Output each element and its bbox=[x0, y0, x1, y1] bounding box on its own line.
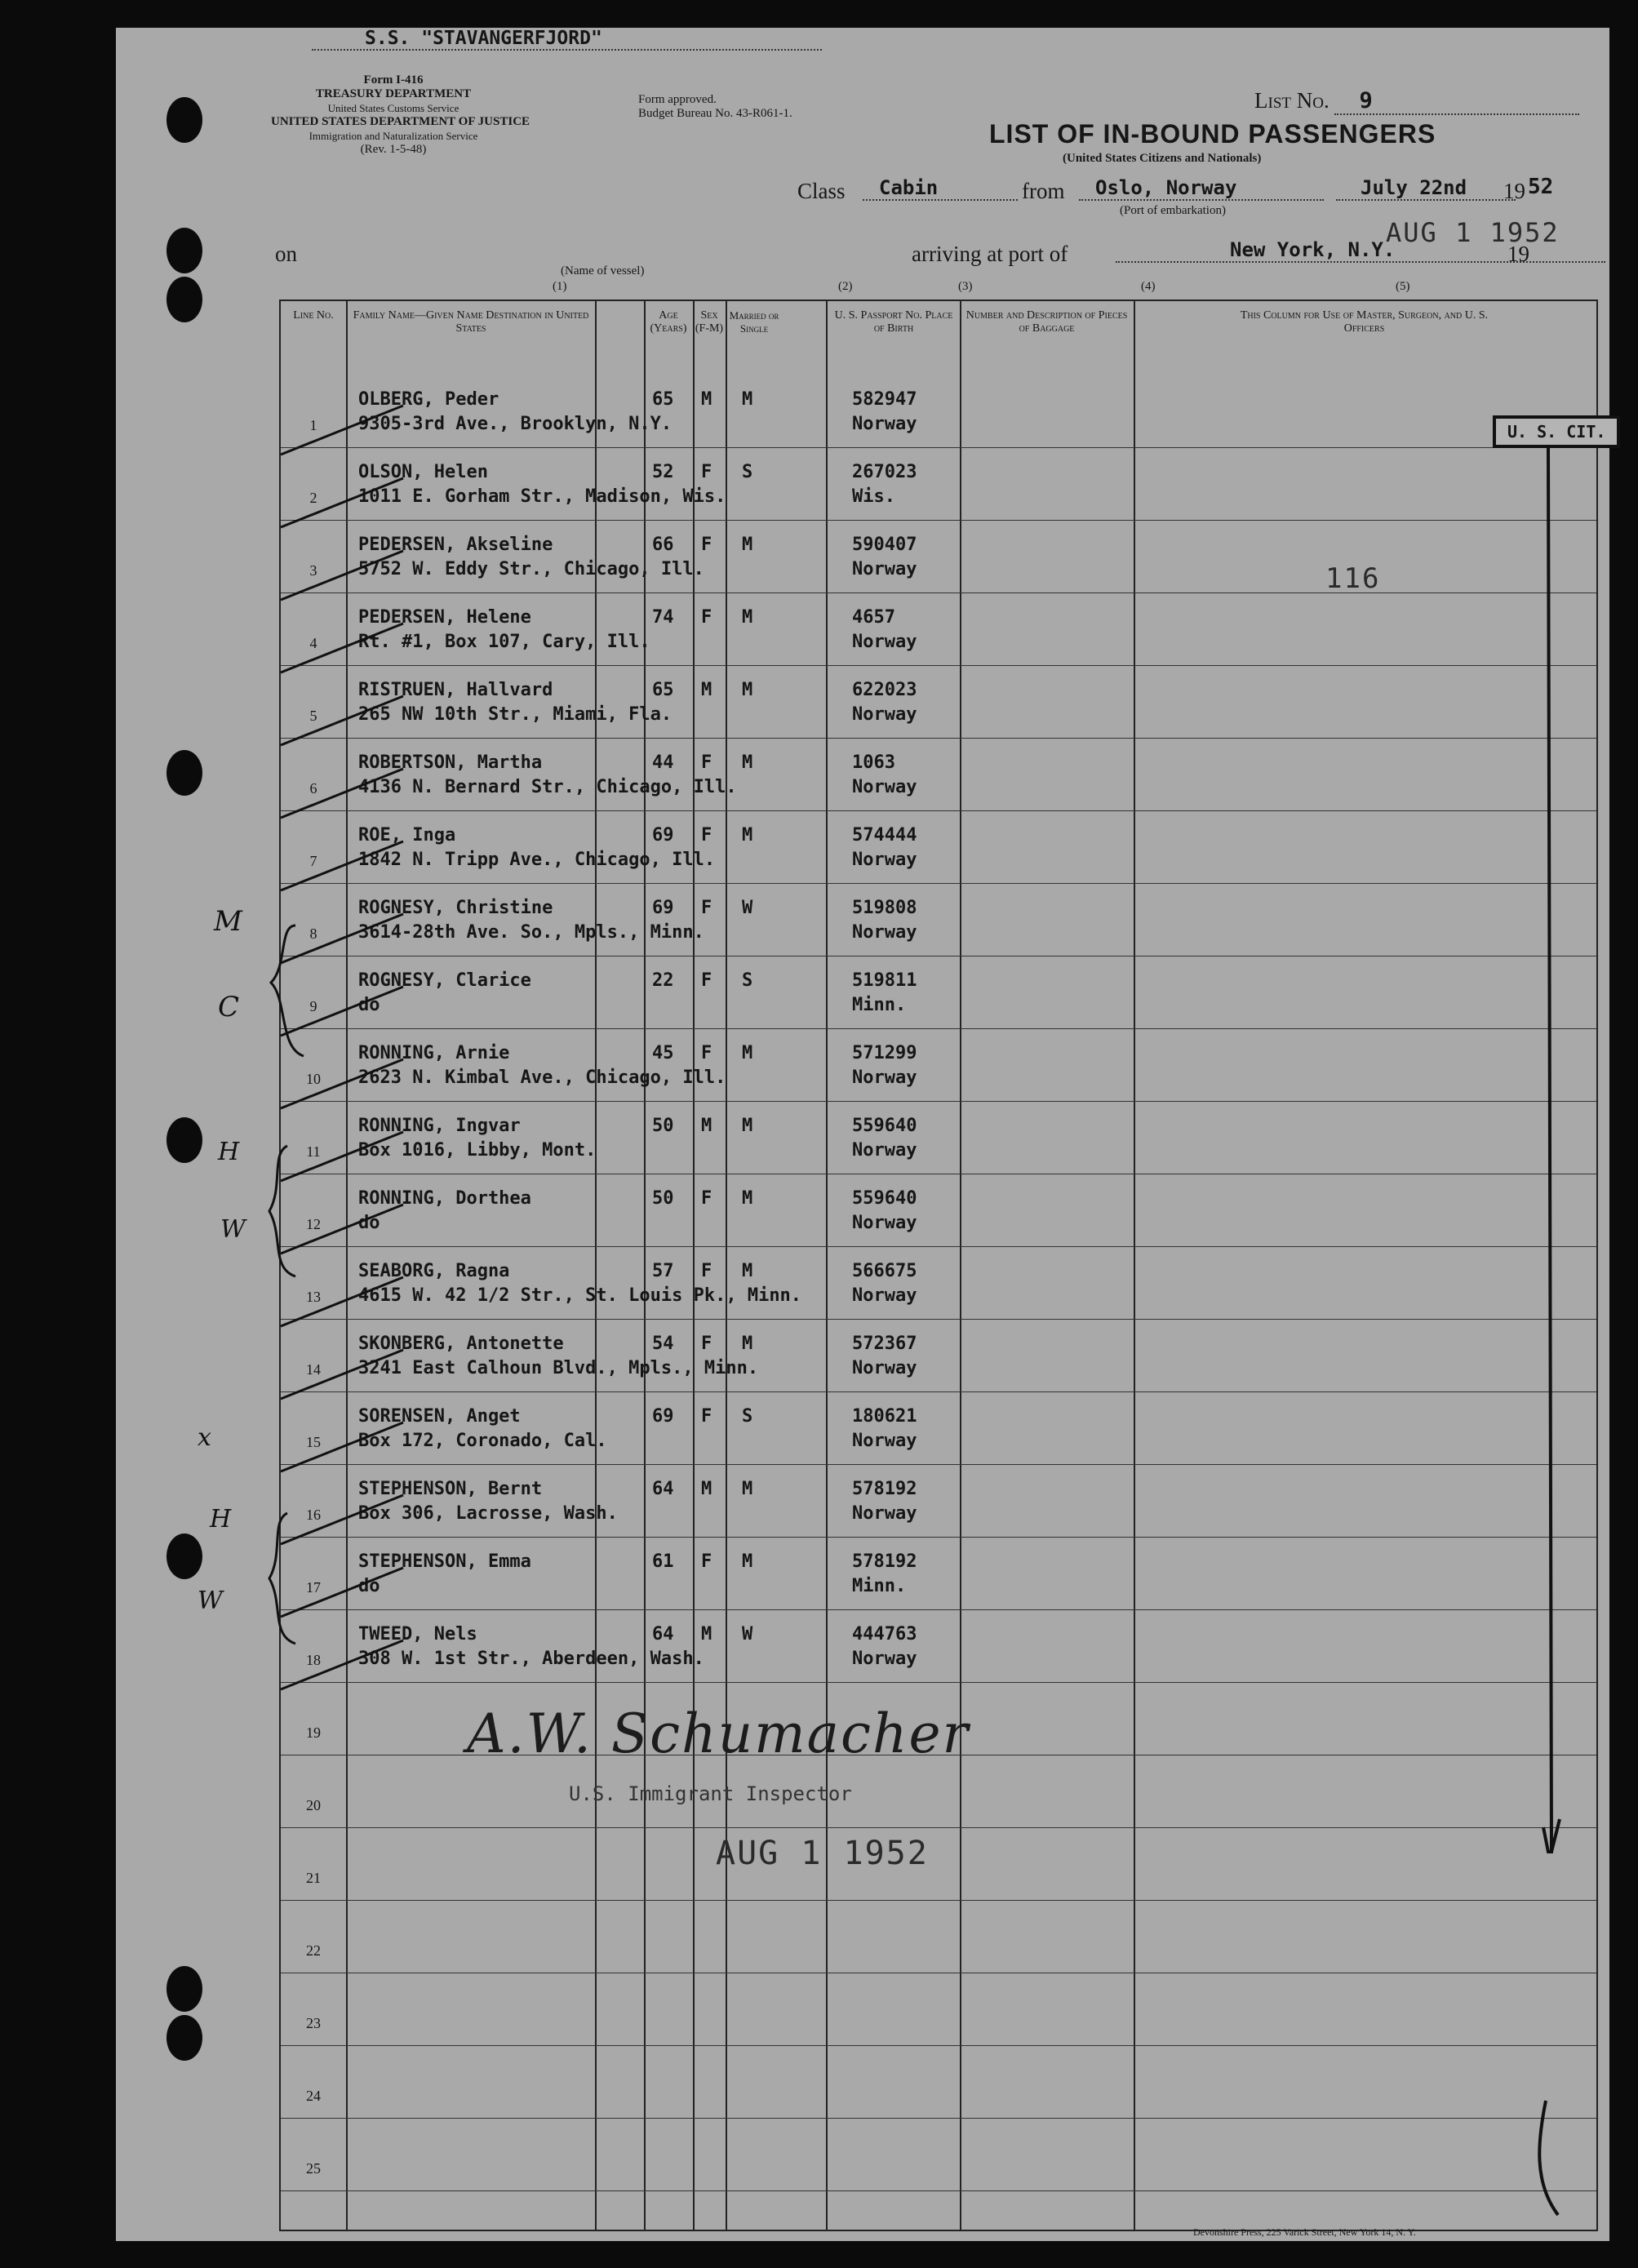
arriving-label: arriving at port of bbox=[912, 242, 1068, 266]
line-number: 6 bbox=[309, 780, 317, 797]
us-citizen-box: U. S. CIT. bbox=[1493, 415, 1620, 448]
passenger-destination: do bbox=[358, 1576, 380, 1596]
col-num-4: (4) bbox=[1141, 280, 1156, 293]
passenger-name: PEDERSEN, Akseline bbox=[358, 535, 553, 555]
check-slash-mark bbox=[273, 470, 411, 535]
passenger-name: STEPHENSON, Bernt bbox=[358, 1479, 543, 1499]
on-label: on bbox=[275, 242, 297, 266]
binder-hole bbox=[166, 1533, 202, 1579]
passenger-marital-status: M bbox=[742, 825, 753, 846]
arrival-date-stamp: AUG 1 1952 bbox=[1386, 217, 1560, 248]
passenger-destination: 5752 W. Eddy Str., Chicago, Ill. bbox=[358, 559, 704, 579]
check-slash-mark bbox=[273, 833, 411, 899]
passenger-sex: F bbox=[701, 462, 712, 482]
passenger-sex: M bbox=[701, 680, 712, 700]
birth-place: Norway bbox=[852, 1213, 917, 1233]
passenger-sex: F bbox=[701, 1261, 712, 1281]
passenger-sex: M bbox=[701, 1624, 712, 1644]
passport-number: 578192 bbox=[852, 1479, 917, 1499]
passenger-marital-status: M bbox=[742, 1261, 753, 1281]
row-divider bbox=[281, 738, 1596, 739]
passenger-name: ROGNESY, Clarice bbox=[358, 970, 531, 991]
line-number: 19 bbox=[306, 1724, 321, 1741]
passenger-age: 50 bbox=[652, 1116, 674, 1136]
passenger-name: STEPHENSON, Emma bbox=[358, 1551, 531, 1572]
passenger-age: 65 bbox=[652, 680, 674, 700]
line-number: 2 bbox=[309, 490, 317, 506]
birth-place: Minn. bbox=[852, 995, 907, 1015]
row-divider bbox=[281, 1900, 1596, 1901]
list-label: List No. bbox=[1254, 88, 1329, 113]
embarkation-caption: (Port of embarkation) bbox=[1120, 204, 1226, 217]
line-number: 1 bbox=[309, 417, 317, 433]
passenger-age: 52 bbox=[652, 462, 674, 482]
approval-block bbox=[638, 93, 792, 121]
passenger-destination: 1011 E. Gorham Str., Madison, Wis. bbox=[358, 486, 726, 507]
passenger-age: 54 bbox=[652, 1334, 674, 1354]
passenger-destination: do bbox=[358, 995, 380, 1015]
row-divider bbox=[281, 1028, 1596, 1029]
margin-braces bbox=[238, 893, 336, 1693]
passenger-name: RONNING, Ingvar bbox=[358, 1116, 521, 1136]
passenger-destination: Rt. #1, Box 107, Cary, Ill. bbox=[358, 632, 650, 652]
class-value: Cabin bbox=[863, 176, 1018, 201]
header-married: Married or Single bbox=[729, 309, 779, 335]
margin-h2: H bbox=[210, 1505, 232, 1533]
passenger-destination: Box 1016, Libby, Mont. bbox=[358, 1140, 597, 1161]
passenger-age: 69 bbox=[652, 898, 674, 918]
vessel-name: S.S. "STAVANGERFJORD" bbox=[312, 28, 822, 51]
line-number: 10 bbox=[306, 1071, 321, 1087]
passenger-sex: F bbox=[701, 535, 712, 555]
passenger-marital-status: W bbox=[742, 898, 753, 918]
line-number: 14 bbox=[306, 1361, 321, 1378]
document-subtitle: (United States Citizens and Nationals) bbox=[1063, 152, 1262, 165]
passport-number: 582947 bbox=[852, 389, 917, 410]
col-num-5: (5) bbox=[1396, 280, 1410, 293]
row-divider bbox=[281, 1246, 1596, 1247]
line-number: 25 bbox=[306, 2160, 321, 2177]
passport-number: 4657 bbox=[852, 607, 895, 628]
passenger-name: SEABORG, Ragna bbox=[358, 1261, 510, 1281]
year-value: 52 bbox=[1528, 175, 1554, 199]
passenger-marital-status: M bbox=[742, 1116, 753, 1136]
passenger-sex: M bbox=[701, 389, 712, 410]
passenger-name: OLBERG, Peder bbox=[358, 389, 499, 410]
passport-number: 519811 bbox=[852, 970, 917, 991]
passenger-name: TWEED, Nels bbox=[358, 1624, 477, 1644]
printer-imprint: Devonshire Press, 225 Varick Street, New York 14, N. Y. bbox=[1193, 2226, 1416, 2238]
birth-place: Norway bbox=[852, 1067, 917, 1088]
year-prefix: 19 bbox=[1503, 179, 1525, 203]
passenger-marital-status: M bbox=[742, 1479, 753, 1499]
passenger-name: RISTRUEN, Hallvard bbox=[358, 680, 553, 700]
passenger-sex: F bbox=[701, 1188, 712, 1209]
check-slash-mark bbox=[273, 688, 411, 753]
birth-place: Norway bbox=[852, 777, 917, 797]
check-slash-mark bbox=[273, 397, 411, 463]
birth-place: Norway bbox=[852, 704, 917, 725]
passenger-age: 61 bbox=[652, 1551, 674, 1572]
vessel-caption: (Name of vessel) bbox=[561, 264, 645, 277]
passport-number: 559640 bbox=[852, 1116, 917, 1136]
header-baggage: Number and Description of Pieces of Baggage bbox=[965, 309, 1128, 335]
line-number: 16 bbox=[306, 1507, 321, 1523]
passenger-marital-status: M bbox=[742, 1334, 753, 1354]
passenger-age: 64 bbox=[652, 1624, 674, 1644]
row-divider bbox=[281, 447, 1596, 448]
passenger-destination: do bbox=[358, 1213, 380, 1233]
binder-hole bbox=[166, 2015, 202, 2061]
binder-hole bbox=[166, 1117, 202, 1163]
passenger-age: 64 bbox=[652, 1479, 674, 1499]
class-label: Class bbox=[797, 179, 846, 203]
passenger-marital-status: S bbox=[742, 970, 753, 991]
birth-place: Norway bbox=[852, 414, 917, 434]
birth-place: Norway bbox=[852, 632, 917, 652]
passenger-marital-status: S bbox=[742, 1406, 753, 1427]
margin-x: x bbox=[198, 1423, 211, 1452]
passport-number: 267023 bbox=[852, 462, 917, 482]
passenger-marital-status: M bbox=[742, 607, 753, 628]
passenger-marital-status: S bbox=[742, 462, 753, 482]
row-divider bbox=[281, 1609, 1596, 1610]
binder-hole bbox=[166, 277, 202, 322]
passenger-sex: F bbox=[701, 1406, 712, 1427]
header-officers: This Column for Use of Master, Surgeon, and U. S. Officers bbox=[1240, 309, 1489, 335]
list-number-field bbox=[1254, 88, 1579, 115]
passenger-marital-status: M bbox=[742, 535, 753, 555]
row-divider bbox=[281, 2190, 1596, 2191]
passenger-name: ROBERTSON, Martha bbox=[358, 752, 543, 773]
line-number: 5 bbox=[309, 708, 317, 724]
passport-number: 444763 bbox=[852, 1624, 917, 1644]
row-divider bbox=[281, 1682, 1596, 1683]
passenger-age: 69 bbox=[652, 825, 674, 846]
passport-number: 180621 bbox=[852, 1406, 917, 1427]
row-divider bbox=[281, 1319, 1596, 1320]
passenger-destination: Box 172, Coronado, Cal. bbox=[358, 1431, 607, 1451]
passenger-count: 116 bbox=[1325, 562, 1381, 595]
customs-label: United States Customs Service bbox=[327, 102, 459, 114]
manifest-page bbox=[116, 28, 1609, 2241]
binder-hole bbox=[166, 97, 202, 143]
row-divider bbox=[281, 1827, 1596, 1828]
passenger-sex: F bbox=[701, 607, 712, 628]
passenger-name: RONNING, Arnie bbox=[358, 1043, 510, 1063]
agency-block bbox=[271, 73, 530, 157]
row-divider bbox=[281, 1391, 1596, 1392]
passenger-destination: 2623 N. Kimbal Ave., Chicago, Ill. bbox=[358, 1067, 726, 1088]
passenger-age: 69 bbox=[652, 1406, 674, 1427]
row-divider bbox=[281, 2045, 1596, 2046]
passenger-name: PEDERSEN, Helene bbox=[358, 607, 531, 628]
passenger-age: 74 bbox=[652, 607, 674, 628]
passport-number: 578192 bbox=[852, 1551, 917, 1572]
arrival-port: New York, N.Y. bbox=[1116, 238, 1605, 263]
passport-number: 559640 bbox=[852, 1188, 917, 1209]
row-divider bbox=[281, 665, 1596, 666]
passenger-destination: 9305-3rd Ave., Brooklyn, N.Y. bbox=[358, 414, 673, 434]
passenger-marital-status: M bbox=[742, 1043, 753, 1063]
passenger-sex: F bbox=[701, 1551, 712, 1572]
passenger-destination: 308 W. 1st Str., Aberdeen, Wash. bbox=[358, 1649, 704, 1669]
passenger-table bbox=[279, 300, 1606, 2231]
passenger-marital-status: M bbox=[742, 1188, 753, 1209]
passenger-age: 44 bbox=[652, 752, 674, 773]
revision-label: (Rev. 1-5-48) bbox=[360, 143, 427, 156]
line-number: 22 bbox=[306, 1942, 321, 1959]
line-number: 17 bbox=[306, 1579, 321, 1596]
passenger-marital-status: M bbox=[742, 1551, 753, 1572]
line-number: 12 bbox=[306, 1216, 321, 1232]
inspector-signature: A.W. Schumacher bbox=[467, 1702, 970, 1765]
passenger-name: ROE, Inga bbox=[358, 825, 456, 846]
col-num-2: (2) bbox=[838, 280, 853, 293]
passenger-name: SORENSEN, Anget bbox=[358, 1406, 521, 1427]
passenger-age: 22 bbox=[652, 970, 674, 991]
passenger-marital-status: M bbox=[742, 389, 753, 410]
from-value: Oslo, Norway bbox=[1079, 176, 1324, 201]
birth-place: Norway bbox=[852, 1431, 917, 1451]
binder-hole bbox=[166, 228, 202, 273]
list-number: 9 bbox=[1334, 88, 1579, 115]
header-age: Age (Years) bbox=[650, 309, 687, 335]
passenger-destination: 4615 W. 42 1/2 Str., St. Louis Pk., Minn. bbox=[358, 1285, 802, 1306]
ins-label: Immigration and Naturalization Service bbox=[309, 130, 478, 142]
passenger-marital-status: M bbox=[742, 680, 753, 700]
year-prefix-2: 19 bbox=[1507, 242, 1529, 266]
birth-place: Wis. bbox=[852, 486, 895, 507]
passenger-sex: M bbox=[701, 1116, 712, 1136]
line-number: 3 bbox=[309, 562, 317, 579]
from-label: from bbox=[1022, 179, 1065, 203]
birth-place: Minn. bbox=[852, 1576, 907, 1596]
header-line-no: Line No. bbox=[293, 309, 334, 322]
line-number: 8 bbox=[309, 925, 317, 942]
inspection-date-stamp: AUG 1 1952 bbox=[716, 1835, 929, 1872]
departure-date: July 22nd bbox=[1336, 176, 1516, 201]
check-slash-mark bbox=[273, 615, 411, 681]
passenger-destination: 3241 East Calhoun Blvd., Mpls., Minn. bbox=[358, 1358, 759, 1378]
line-number: 13 bbox=[306, 1289, 321, 1305]
col-num-3: (3) bbox=[958, 280, 973, 293]
passenger-age: 65 bbox=[652, 389, 674, 410]
passenger-destination: Box 306, Lacrosse, Wash. bbox=[358, 1503, 618, 1524]
passport-number: 519808 bbox=[852, 898, 917, 918]
row-divider bbox=[281, 1537, 1596, 1538]
document-title: LIST OF IN-BOUND PASSENGERS bbox=[989, 119, 1436, 149]
margin-h1: H bbox=[218, 1138, 240, 1166]
row-divider bbox=[281, 520, 1596, 521]
birth-place: Norway bbox=[852, 1358, 917, 1378]
form-approved: Form approved. bbox=[638, 93, 717, 106]
passenger-sex: F bbox=[701, 970, 712, 991]
passport-number: 590407 bbox=[852, 535, 917, 555]
form-number: Form I-416 bbox=[363, 73, 424, 87]
birth-place: Norway bbox=[852, 1649, 917, 1669]
binder-hole bbox=[166, 750, 202, 796]
passenger-sex: M bbox=[701, 1479, 712, 1499]
line-number: 4 bbox=[309, 635, 317, 651]
birth-place: Norway bbox=[852, 1503, 917, 1524]
birth-place: Norway bbox=[852, 922, 917, 943]
bracket-line bbox=[1542, 448, 1638, 1982]
line-number: 20 bbox=[306, 1797, 321, 1813]
line-number: 11 bbox=[306, 1143, 321, 1160]
line-number: 15 bbox=[306, 1434, 321, 1450]
budget-bureau: Budget Bureau No. 43-R061-1. bbox=[638, 107, 792, 120]
header-passport: U. S. Passport No. Place of Birth bbox=[834, 309, 953, 335]
passenger-destination: 4136 N. Bernard Str., Chicago, Ill. bbox=[358, 777, 737, 797]
margin-m: M bbox=[214, 905, 242, 938]
header-sex: Sex (F-M) bbox=[695, 309, 724, 335]
passenger-sex: F bbox=[701, 1334, 712, 1354]
row-divider bbox=[281, 2118, 1596, 2119]
passenger-name: SKONBERG, Antonette bbox=[358, 1334, 564, 1354]
inspector-title: U.S. Immigrant Inspector bbox=[569, 1782, 852, 1805]
treasury-label: TREASURY DEPARTMENT bbox=[315, 87, 472, 100]
line-number: 23 bbox=[306, 2015, 321, 2031]
row-divider bbox=[281, 883, 1596, 884]
header-name: Family Name—Given Name Destination in United States bbox=[353, 309, 589, 335]
birth-place: Norway bbox=[852, 1140, 917, 1161]
row-divider bbox=[281, 1464, 1596, 1465]
margin-w1: W bbox=[220, 1215, 246, 1244]
passport-number: 622023 bbox=[852, 680, 917, 700]
passport-number: 574444 bbox=[852, 825, 917, 846]
line-number: 24 bbox=[306, 2088, 321, 2104]
margin-w2: W bbox=[198, 1587, 223, 1615]
row-divider bbox=[281, 1101, 1596, 1102]
line-number: 21 bbox=[306, 1870, 321, 1886]
passenger-age: 66 bbox=[652, 535, 674, 555]
passenger-sex: F bbox=[701, 898, 712, 918]
passenger-sex: F bbox=[701, 825, 712, 846]
line-number: 18 bbox=[306, 1652, 321, 1668]
passenger-marital-status: M bbox=[742, 752, 753, 773]
col-num-1: (1) bbox=[553, 280, 567, 293]
passport-number: 571299 bbox=[852, 1043, 917, 1063]
passenger-destination: 1842 N. Tripp Ave., Chicago, Ill. bbox=[358, 850, 716, 870]
passenger-marital-status: W bbox=[742, 1624, 753, 1644]
passenger-sex: F bbox=[701, 752, 712, 773]
passport-number: 566675 bbox=[852, 1261, 917, 1281]
passenger-age: 45 bbox=[652, 1043, 674, 1063]
check-slash-mark bbox=[273, 543, 411, 608]
passenger-name: OLSON, Helen bbox=[358, 462, 488, 482]
birth-place: Norway bbox=[852, 559, 917, 579]
birth-place: Norway bbox=[852, 1285, 917, 1306]
bottom-check-mark bbox=[1529, 2093, 1587, 2223]
line-number: 7 bbox=[309, 853, 317, 869]
binder-hole bbox=[166, 1966, 202, 2012]
passport-number: 572367 bbox=[852, 1334, 917, 1354]
check-slash-mark bbox=[273, 761, 411, 826]
margin-c: C bbox=[218, 991, 240, 1023]
passport-number: 1063 bbox=[852, 752, 895, 773]
passenger-destination: 265 NW 10th Str., Miami, Fla. bbox=[358, 704, 673, 725]
passenger-sex: F bbox=[701, 1043, 712, 1063]
passenger-age: 50 bbox=[652, 1188, 674, 1209]
justice-label: UNITED STATES DEPARTMENT OF JUSTICE bbox=[271, 115, 530, 128]
passenger-age: 57 bbox=[652, 1261, 674, 1281]
line-number: 9 bbox=[309, 998, 317, 1014]
row-divider bbox=[281, 810, 1596, 811]
birth-place: Norway bbox=[852, 850, 917, 870]
passenger-name: ROGNESY, Christine bbox=[358, 898, 553, 918]
passenger-destination: 3614-28th Ave. So., Mpls., Minn. bbox=[358, 922, 704, 943]
passenger-name: RONNING, Dorthea bbox=[358, 1188, 531, 1209]
